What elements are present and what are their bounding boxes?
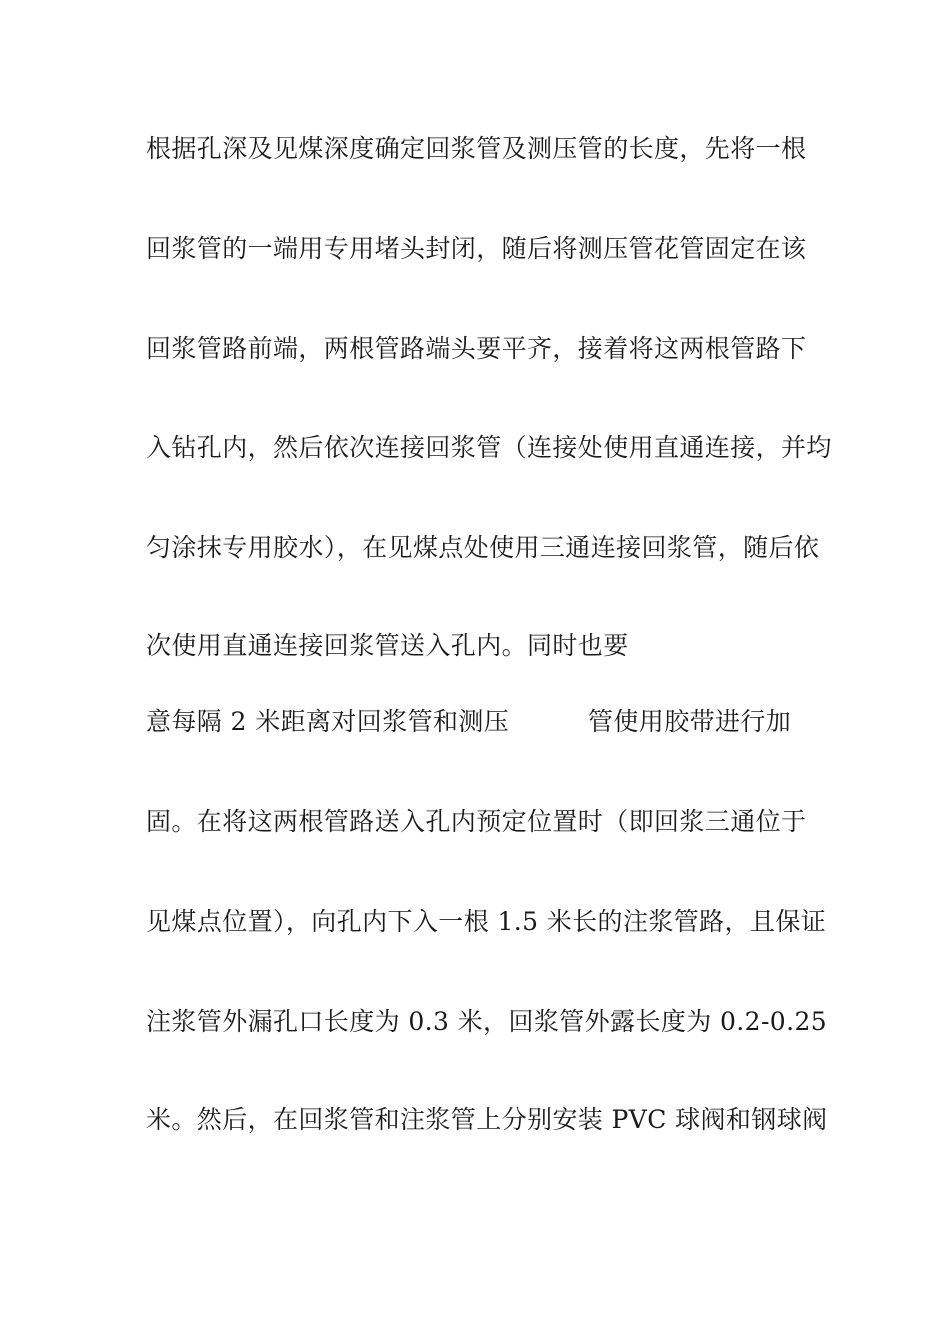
paragraph-line: 见煤点位置），向孔内下入一根 1.5 米长的注浆管路，且保证 bbox=[146, 907, 827, 936]
paragraph-line: 次使用直通连接回浆管送入孔内。同时也要 bbox=[146, 631, 629, 660]
paragraph-line: 匀涂抹专用胶水），在见煤点处使用三通连接回浆管，随后依 bbox=[146, 533, 820, 562]
split-line-part-b: 管使用胶带进行加 bbox=[588, 707, 792, 736]
paragraph-line: 注浆管外漏孔口长度为 0.3 米，回浆管外露长度为 0.2-0.25 bbox=[146, 1007, 828, 1036]
paragraph-line: 根据孔深及见煤深度确定回浆管及测压管的长度，先将一根 bbox=[146, 134, 807, 163]
paragraph-line: 固。在将这两根管路送入孔内预定位置时（即回浆三通位于 bbox=[146, 807, 807, 836]
split-line-part-a: 意每隔 2 米距离对回浆管和测压 bbox=[146, 707, 510, 736]
paragraph-line: 回浆管的一端用专用堵头封闭，随后将测压管花管固定在该 bbox=[146, 234, 807, 263]
paragraph-line: 回浆管路前端，两根管路端头要平齐，接着将这两根管路下 bbox=[146, 334, 807, 363]
paragraph-line-split bbox=[146, 707, 816, 737]
paragraph-line: 入钻孔内，然后依次连接回浆管（连接处使用直通连接，并均 bbox=[146, 433, 832, 462]
paragraph-line: 米。然后，在回浆管和注浆管上分别安装 PVC 球阀和钢球阀 bbox=[146, 1105, 828, 1134]
